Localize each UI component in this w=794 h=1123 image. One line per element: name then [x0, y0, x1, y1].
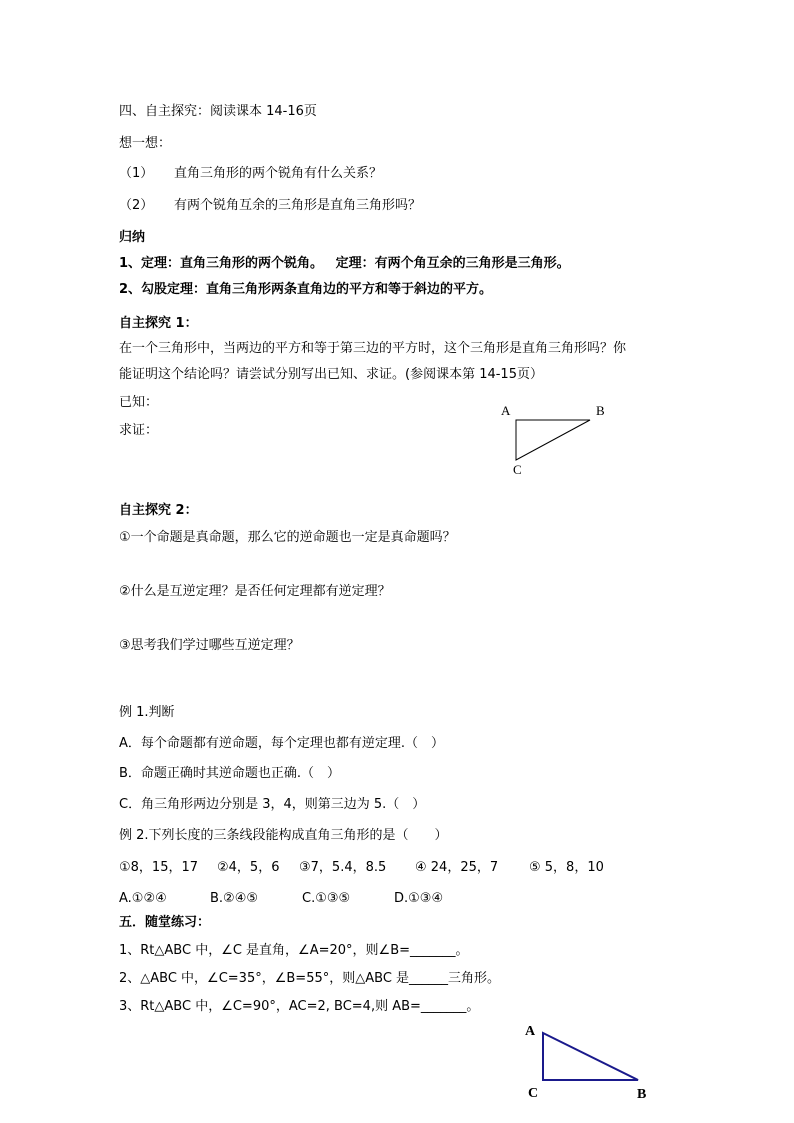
example1-statement-a: A．每个命题都有逆命题，每个定理也都有逆定理.（ ）	[119, 736, 445, 751]
explore1-title: 自主探究 1：	[119, 316, 198, 331]
explore2-question-2: ②什么是互逆定理？是否任何定理都有逆定理？	[119, 584, 391, 599]
question-2	[119, 198, 421, 214]
example1-statement-b: B．命题正确时其逆命题也正确.（ ）	[119, 766, 341, 781]
prove-label: 求证：	[119, 423, 159, 438]
triangle-2-label-b: B	[637, 1087, 647, 1102]
question-2-text: 有两个锐角互余的三角形是直角三角形吗？	[174, 198, 422, 213]
triangle-2-label-a: A	[525, 1024, 536, 1039]
explore2-title: 自主探究 2：	[119, 503, 198, 518]
summary-theorem-1: 1、定理：直角三角形的两个锐角。	[119, 256, 324, 271]
triangle-2-shape	[543, 1033, 638, 1080]
summary-line-2: 2、勾股定理：直角三角形两条直角边的平方和等于斜边的平方。	[119, 282, 493, 297]
section4-heading: 四、自主探究：阅读课本 14-16页	[119, 104, 317, 119]
question-1-number: （1）	[119, 166, 154, 181]
think-label: 想一想：	[119, 136, 172, 151]
question-1	[119, 166, 382, 182]
example2-option-1: ①8，15，17	[119, 860, 199, 875]
example2-option-4: ④ 24，25，7	[415, 860, 499, 875]
practice-problem-3: 3、Rt△ABC 中，∠C=90°，AC=2, BC=4,则 AB=_______。	[119, 999, 480, 1014]
summary-line-1	[119, 256, 570, 272]
summary-theorem-2: 定理：有两个角互余的三角形是三角形。	[335, 256, 570, 271]
example2-option-2: ②4，5，6	[217, 860, 280, 875]
example1-title: 例 1.判断	[119, 705, 175, 720]
question-1-text: 直角三角形的两个锐角有什么关系？	[174, 166, 383, 181]
example2-choice-a: A.①②④	[119, 891, 167, 906]
explore1-paragraph-line-1: 在一个三角形中，当两边的平方和等于第三边的平方时，这个三角形是直角三角形吗？你	[119, 341, 627, 356]
triangle-1-label-b: B	[596, 403, 605, 418]
example2-choices	[119, 891, 443, 907]
triangle-1-shape	[516, 420, 590, 460]
practice-problem-1: 1、Rt△ABC 中，∠C 是直角，∠A=20°，则∠B=_______。	[119, 943, 469, 958]
example2-choice-c: C.①③⑤	[302, 891, 351, 906]
question-2-number: （2）	[119, 198, 154, 213]
explore2-question-1: ①一个命题是真命题，那么它的逆命题也一定是真命题吗？	[119, 530, 456, 545]
explore1-paragraph-line-2: 能证明这个结论吗？请尝试分别写出已知、求证。(参阅课本第 14-15页）	[119, 367, 543, 382]
triangle-1-label-a: A	[501, 403, 511, 418]
example2-choice-d: D.①③④	[394, 891, 444, 906]
triangle-figure-2	[520, 1018, 660, 1108]
section5-title: 五．随堂练习：	[119, 915, 211, 930]
example2-title: 例 2.下列长度的三条线段能构成直角三角形的是（ ）	[119, 828, 448, 843]
example2-options	[119, 860, 604, 876]
triangle-1-label-c: C	[513, 462, 522, 477]
example2-choice-b: B.②④⑤	[210, 891, 259, 906]
practice-problem-2: 2、△ABC 中，∠C=35°，∠B=55°，则△ABC 是______三角形。	[119, 971, 501, 986]
example1-statement-c: C．角三角形两边分别是 3，4，则第三边为 5.（ ）	[119, 797, 426, 812]
summary-title: 归纳	[119, 230, 146, 245]
example2-option-3: ③7，5.4，8.5	[299, 860, 387, 875]
triangle-2-label-c: C	[528, 1086, 539, 1101]
given-label: 已知：	[119, 395, 159, 410]
explore2-question-3: ③思考我们学过哪些互逆定理？	[119, 638, 300, 653]
triangle-figure-1	[495, 400, 615, 480]
example2-option-5: ⑤ 5，8，10	[529, 860, 604, 875]
